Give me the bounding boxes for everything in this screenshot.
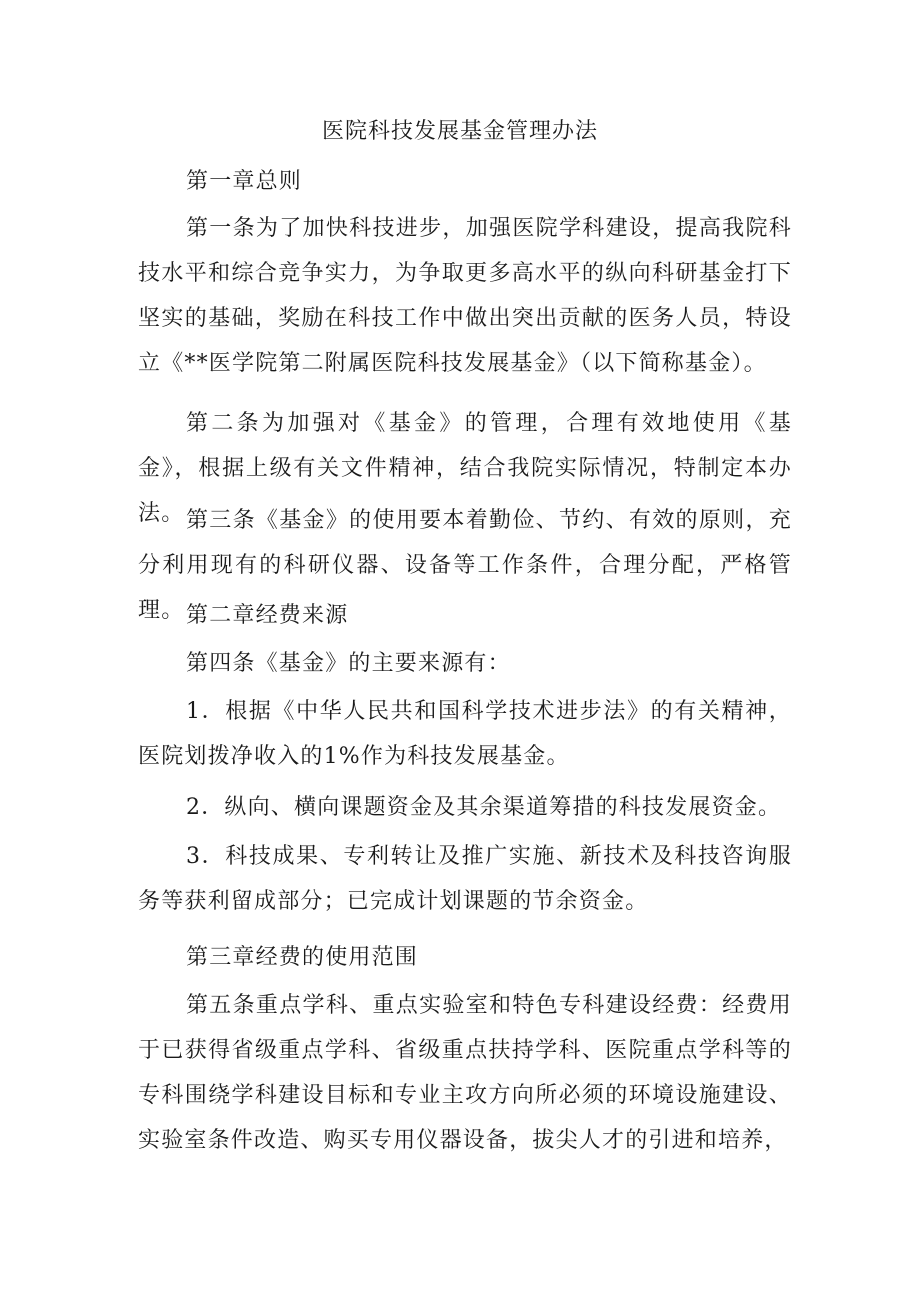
document-title: 医院科技发展基金管理办法: [321, 119, 598, 144]
article-4-paragraph: 第四条《基金》的主要来源有：: [186, 651, 511, 676]
chapter-1-heading: 第一章总则: [186, 169, 303, 194]
article-3-paragraph: 第三条《基金》的使用要本着勤俭、节约、有效的原则，充分利用现有的科研仪器、设备等工作条件，合理分配，严格管理。: [138, 508, 792, 623]
list-item-1: 1．根据《中华人民共和国科学技术进步法》的有关精神，医院划拨净收入的1%作为科技发展基金。: [138, 699, 792, 769]
list-item-3: 3．科技成果、专利转让及推广实施、新技术及科技咨询服务等获利留成部分；已完成计划课题的节余资金。: [138, 844, 792, 914]
article-1-paragraph: 第一条为了加快科技进步，加强医院学科建设，提高我院科技水平和综合竞争实力，为争取更多高水平的纵向科研基金打下坚实的基础，奖励在科技工作中做出突出贡献的医务人员，特设立《**医学院第二附属医院科技发展基金》（以下简称基金）。: [138, 216, 792, 376]
list-item-2: 2．纵向、横向课题资金及其余渠道筹措的科技发展资金。: [186, 795, 782, 820]
article-2-paragraph: 第二条为加强对《基金》的管理，合理有效地使用《基金》，根据上级有关文件精神，结合我院实际情况，特制定本办法。: [138, 411, 792, 526]
article-5-paragraph: 第五条重点学科、重点实验室和特色专科建设经费：经费用于已获得省级重点学科、省级重点扶持学科、医院重点学科等的专科围绕学科建设目标和专业主攻方向所必须的环境设施建设、实验室条件改造、购买专用仪器设备，拔尖人才的引进和培养，: [138, 993, 792, 1153]
chapter-3-heading: 第三章经费的使用范围: [186, 945, 419, 970]
chapter-2-heading: 第二章经费来源: [186, 603, 349, 628]
